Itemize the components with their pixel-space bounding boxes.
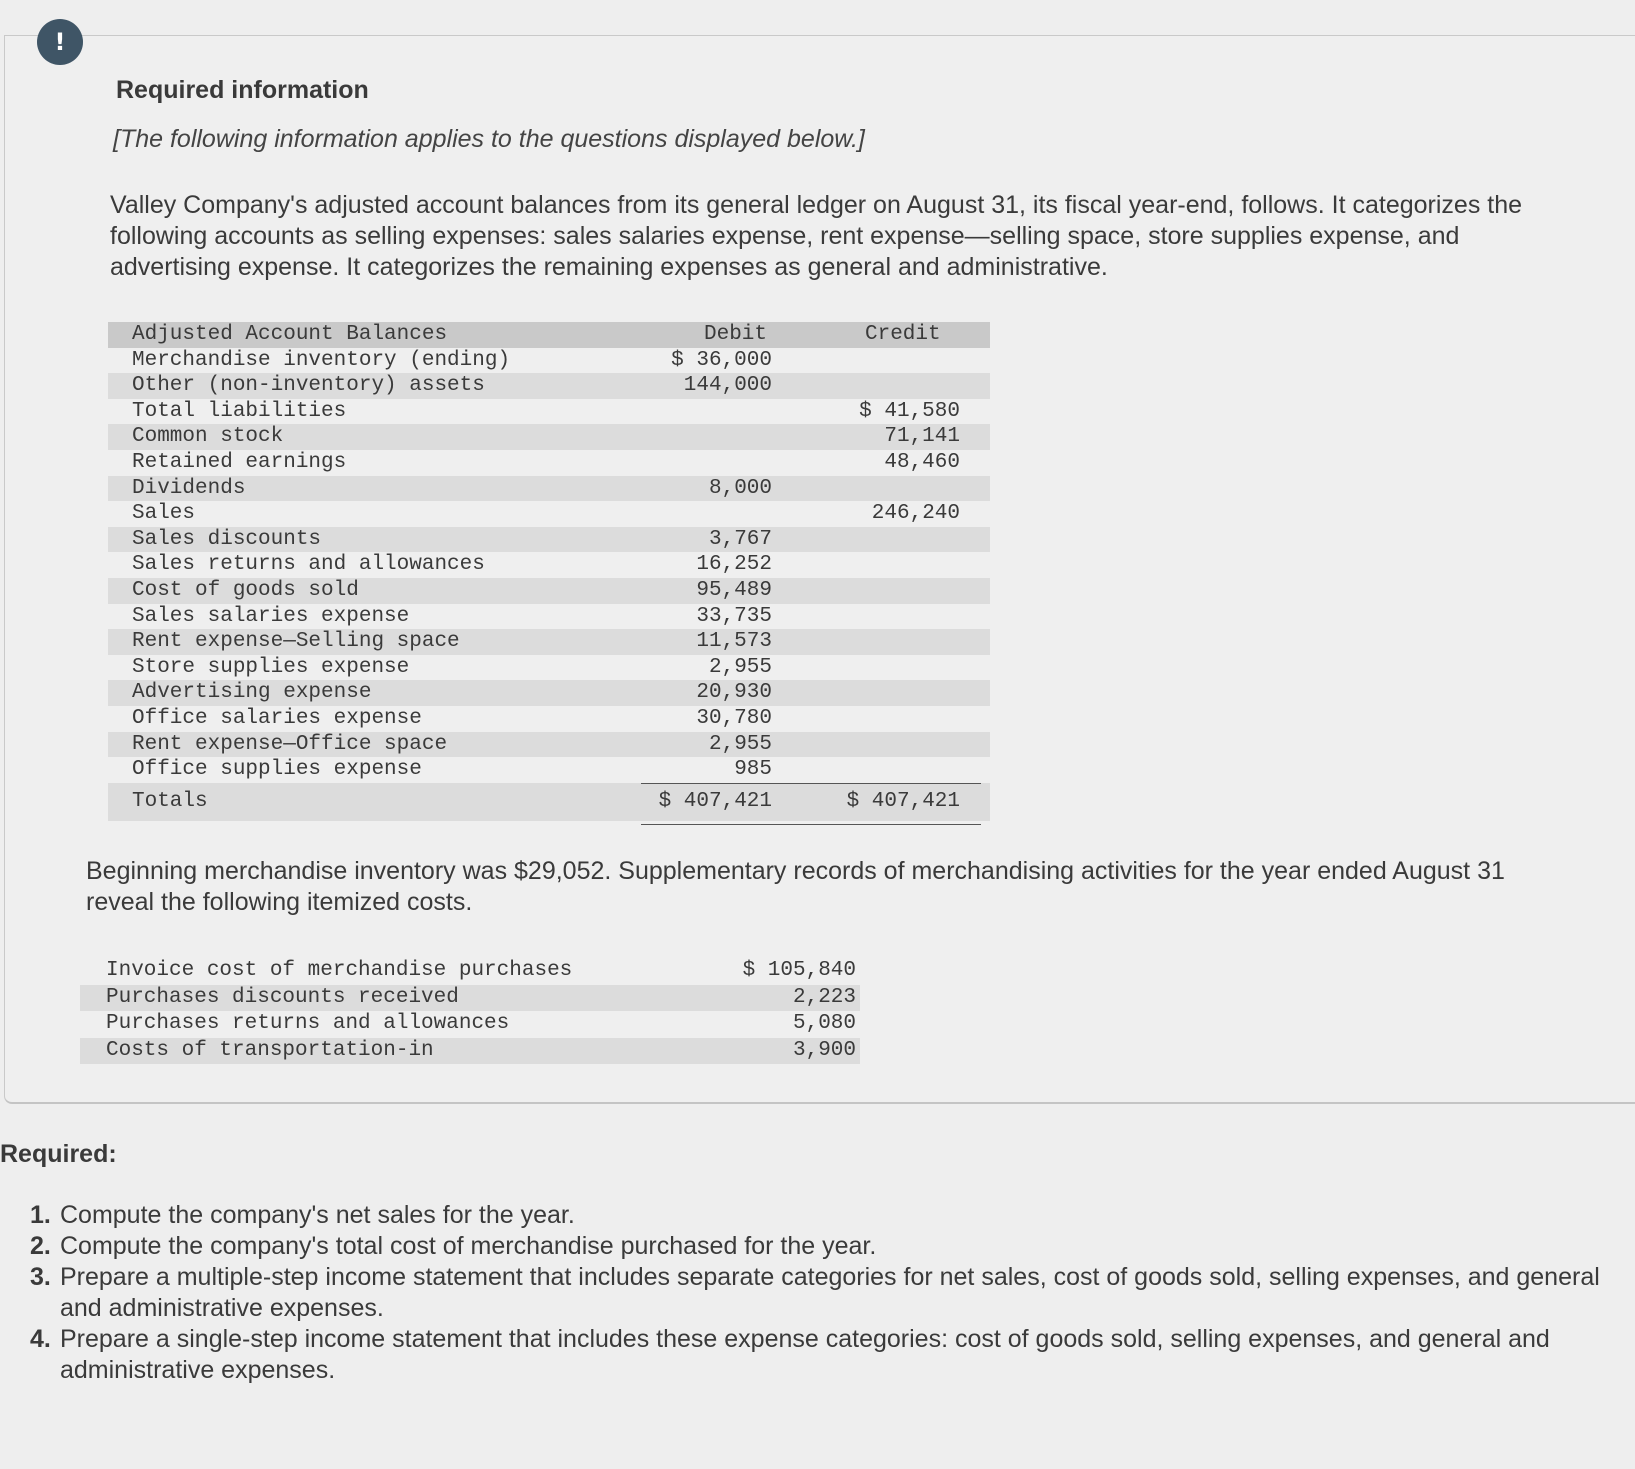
table-row [108,578,990,604]
required-item-number: 1. [30,1201,51,1229]
totals-credit: $ 407,421 [846,789,960,813]
required-item [30,1231,1630,1262]
row-label: Merchandise inventory (ending) [132,348,511,372]
row-debit: 144,000 [683,374,772,398]
row-label: Advertising expense [132,681,372,705]
table-row [108,604,990,630]
table-row [108,680,990,706]
table-row [108,373,990,399]
required-item-text: Compute the company's total cost of merchandise purchased for the year. [60,1232,877,1260]
row-label: Costs of transportation-in [106,1038,434,1062]
table-row [108,450,990,476]
table-row [108,348,990,374]
table-row [108,501,990,527]
row-label: Purchases discounts received [106,985,459,1009]
row-credit: 246,240 [871,502,960,526]
row-label: Sales [132,502,196,526]
alert-icon [37,19,83,65]
itemized-costs-table [80,958,860,1064]
required-item [30,1262,1630,1324]
row-debit: $ 36,000 [671,348,772,372]
row-value: $ 105,840 [742,959,856,982]
row-label: Common stock [132,425,284,449]
row-debit: 30,780 [696,706,772,730]
table-row [80,985,860,1012]
required-item-text: Compute the company's net sales for the year. [60,1201,575,1229]
required-item-text: Prepare a single-step income statement that includes these expense categories: cost of goods sold, selling expenses, and general and administrative expenses. [60,1325,1550,1384]
row-debit: 11,573 [696,630,772,654]
table-row [80,958,860,985]
row-label: Office salaries expense [132,706,422,730]
row-value: 3,900 [792,1038,856,1062]
row-label: Rent expense—Selling space [132,630,460,654]
header-debit: Debit [704,323,768,346]
row-debit: 33,735 [696,604,772,628]
row-debit: 3,767 [708,527,772,551]
row-label: Invoice cost of merchandise purchases [106,959,573,982]
table-row [108,757,990,783]
required-item-number: 4. [30,1325,51,1353]
row-label: Sales discounts [132,527,322,551]
totals-row [108,783,990,821]
table-header-row [108,322,990,348]
header-label: Adjusted Account Balances [132,323,448,346]
row-label: Dividends [132,476,246,500]
required-item [30,1200,1630,1231]
alert-icon-glyph: ! [54,28,66,56]
row-credit: 71,141 [884,425,960,449]
row-debit: 2,955 [708,732,772,756]
row-debit: 985 [734,758,772,782]
row-credit: $ 41,580 [859,399,960,423]
required-list [30,1200,1630,1386]
required-item-text: Prepare a multiple-step income statement that includes separate categories for net sales, cost of goods sold, selling expenses, and general and administrative expenses. [60,1263,1600,1322]
table-row [108,552,990,578]
required-information-title: Required information [116,76,369,104]
totals-label: Totals [132,789,208,813]
table-row [108,732,990,758]
table-row [108,527,990,553]
row-value: 5,080 [792,1012,856,1035]
table-row [80,1038,860,1065]
row-debit: 8,000 [708,476,772,500]
row-value: 2,223 [792,985,856,1009]
table-row [80,1011,860,1038]
row-debit: 20,930 [696,681,772,705]
table-row [108,655,990,681]
table-row [108,706,990,732]
beginning-inventory-paragraph: Beginning merchandise inventory was $29,052. Supplementary records of merchandising activities for the year ended August 31 reveal the following itemized costs. [86,857,1505,916]
table-row [108,399,990,425]
required-information-note: [The following information applies to the questions displayed below.] [113,125,865,153]
row-label: Other (non-inventory) assets [132,374,485,398]
row-debit: 2,955 [708,655,772,679]
table-row [108,424,990,450]
row-label: Office supplies expense [132,758,422,782]
row-label: Retained earnings [132,450,347,474]
row-debit: 16,252 [696,553,772,577]
table-row [108,476,990,502]
header-credit: Credit [865,323,941,346]
row-debit: 95,489 [696,578,772,602]
row-credit: 48,460 [884,450,960,474]
totals-debit: $ 407,421 [658,789,772,813]
row-label: Sales salaries expense [132,604,410,628]
adjusted-balances-table [108,322,990,821]
table-row [108,629,990,655]
required-item-number: 3. [30,1263,51,1291]
row-label: Purchases returns and allowances [106,1012,510,1035]
row-label: Store supplies expense [132,655,410,679]
row-label: Rent expense—Office space [132,732,448,756]
required-item [30,1324,1630,1386]
required-heading: Required: [0,1140,117,1168]
totals-bottom-rule [641,824,981,825]
row-label: Sales returns and allowances [132,553,485,577]
required-item-number: 2. [30,1232,51,1260]
row-label: Total liabilities [132,399,347,423]
intro-paragraph: Valley Company's adjusted account balances from its general ledger on August 31, its fiscal year-end, follows. It categorizes the following accounts as selling expenses: sales salaries expense, rent expense—selling space, store supplies expense, and advertising expense. It categorizes the remaining expenses as general and administrative. [110,191,1523,281]
row-label: Cost of goods sold [132,578,359,602]
